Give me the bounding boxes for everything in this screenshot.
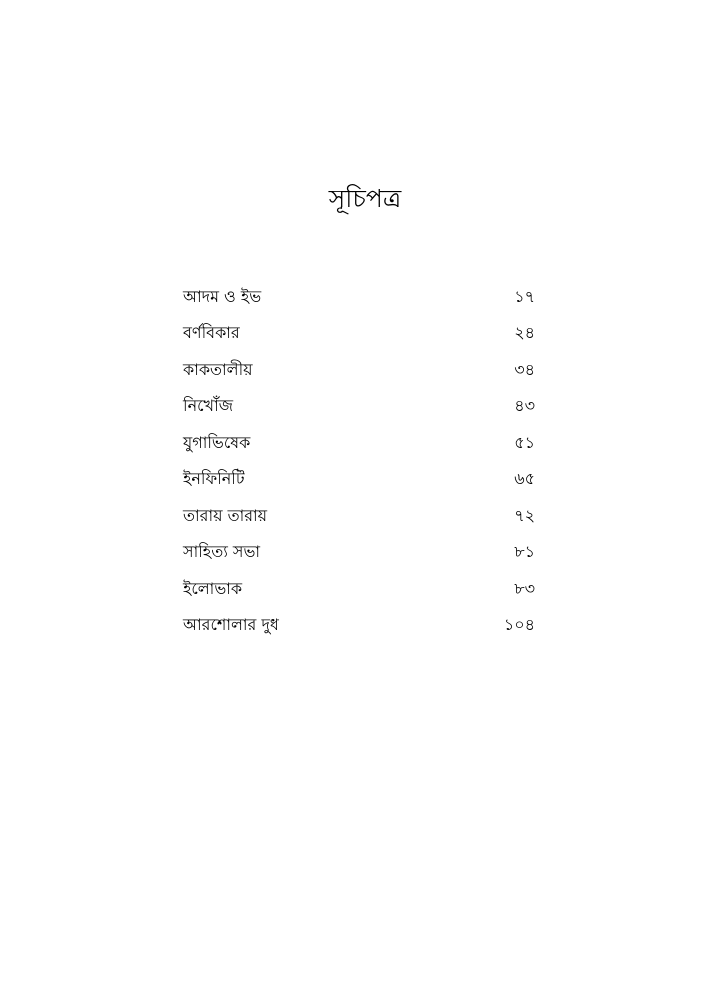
entry-page-number: ৮৩ (514, 578, 535, 598)
entry-title: সাহিত্য সভা (183, 542, 261, 562)
table-of-contents (183, 279, 535, 644)
entry-page-number: ১০৪ (503, 615, 535, 635)
toc-entry (183, 316, 535, 353)
entry-page-number: ৮১ (514, 542, 535, 562)
entry-page-number: ৩৪ (514, 359, 535, 379)
entry-title: আরশোলার দুধ (183, 615, 279, 635)
toc-entry (183, 352, 535, 389)
entry-page-number: ৬৫ (514, 469, 535, 489)
entry-title: নিখোঁজ (183, 396, 234, 416)
toc-entry (183, 389, 535, 426)
entry-title: কাকতালীয় (183, 359, 253, 379)
entry-title: ইলোভাক (183, 578, 243, 598)
toc-entry (183, 279, 535, 316)
toc-entry (183, 425, 535, 462)
entry-page-number: ২৪ (514, 323, 535, 343)
entry-title: তারায় তারায় (183, 505, 268, 525)
toc-entry (183, 498, 535, 535)
toc-entry (183, 571, 535, 608)
entry-title: যুগাভিষেক (183, 432, 251, 452)
entry-title: ইনফিনিটি (183, 469, 245, 489)
page-title: সূচিপত্র (328, 184, 402, 213)
entry-page-number: ৫১ (514, 432, 535, 452)
entry-title: আদম ও ইভ (183, 286, 262, 306)
entry-page-number: ৪৩ (514, 396, 535, 416)
entry-title: বর্ণবিকার (183, 323, 240, 343)
toc-entry (183, 608, 535, 645)
entry-page-number: ১৭ (514, 286, 535, 306)
toc-entry (183, 535, 535, 572)
toc-entry (183, 462, 535, 499)
entry-page-number: ৭২ (514, 505, 535, 525)
